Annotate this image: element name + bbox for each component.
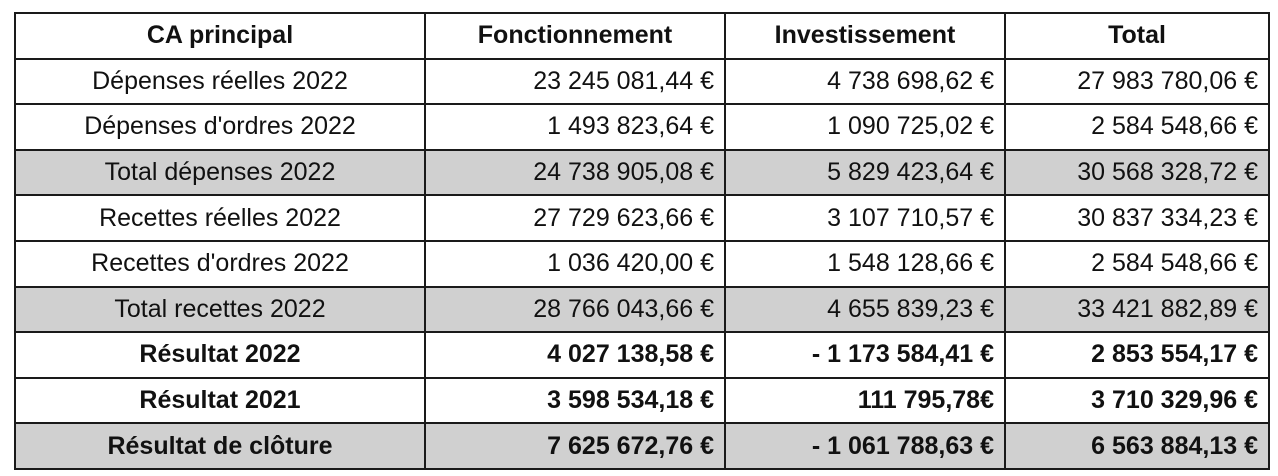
row-label: Total dépenses 2022 [15,150,425,196]
table-row [15,423,1269,469]
table-row [15,195,1269,241]
row-label: Recettes d'ordres 2022 [15,241,425,287]
table-row [15,378,1269,424]
cell-investissement: 1 548 128,66 € [725,241,1005,287]
header-ca-principal: CA principal [15,13,425,59]
row-label: Résultat 2022 [15,332,425,378]
cell-total: 2 853 554,17 € [1005,332,1269,378]
row-label: Dépenses réelles 2022 [15,59,425,105]
row-label: Recettes réelles 2022 [15,195,425,241]
row-label: Résultat de clôture [15,423,425,469]
cell-investissement: 1 090 725,02 € [725,104,1005,150]
cell-investissement: 5 829 423,64 € [725,150,1005,196]
cell-investissement: 4 738 698,62 € [725,59,1005,105]
cell-total: 30 837 334,23 € [1005,195,1269,241]
cell-investissement: 111 795,78€ [725,378,1005,424]
table-row [15,241,1269,287]
cell-total: 30 568 328,72 € [1005,150,1269,196]
budget-table [14,12,1270,470]
cell-total: 2 584 548,66 € [1005,104,1269,150]
cell-total: 6 563 884,13 € [1005,423,1269,469]
table-row [15,104,1269,150]
cell-fonctionnement: 1 493 823,64 € [425,104,725,150]
cell-fonctionnement: 24 738 905,08 € [425,150,725,196]
cell-fonctionnement: 3 598 534,18 € [425,378,725,424]
cell-total: 2 584 548,66 € [1005,241,1269,287]
row-label: Total recettes 2022 [15,287,425,333]
cell-fonctionnement: 7 625 672,76 € [425,423,725,469]
table-row [15,59,1269,105]
table-row [15,150,1269,196]
cell-investissement: 3 107 710,57 € [725,195,1005,241]
cell-investissement: - 1 173 584,41 € [725,332,1005,378]
cell-total: 27 983 780,06 € [1005,59,1269,105]
table-row [15,287,1269,333]
cell-fonctionnement: 1 036 420,00 € [425,241,725,287]
table-row [15,332,1269,378]
cell-investissement: - 1 061 788,63 € [725,423,1005,469]
row-label: Résultat 2021 [15,378,425,424]
row-label: Dépenses d'ordres 2022 [15,104,425,150]
header-row [15,13,1269,59]
cell-fonctionnement: 4 027 138,58 € [425,332,725,378]
header-investissement: Investissement [725,13,1005,59]
cell-fonctionnement: 23 245 081,44 € [425,59,725,105]
cell-fonctionnement: 27 729 623,66 € [425,195,725,241]
cell-total: 3 710 329,96 € [1005,378,1269,424]
cell-investissement: 4 655 839,23 € [725,287,1005,333]
cell-fonctionnement: 28 766 043,66 € [425,287,725,333]
header-fonctionnement: Fonctionnement [425,13,725,59]
header-total: Total [1005,13,1269,59]
cell-total: 33 421 882,89 € [1005,287,1269,333]
